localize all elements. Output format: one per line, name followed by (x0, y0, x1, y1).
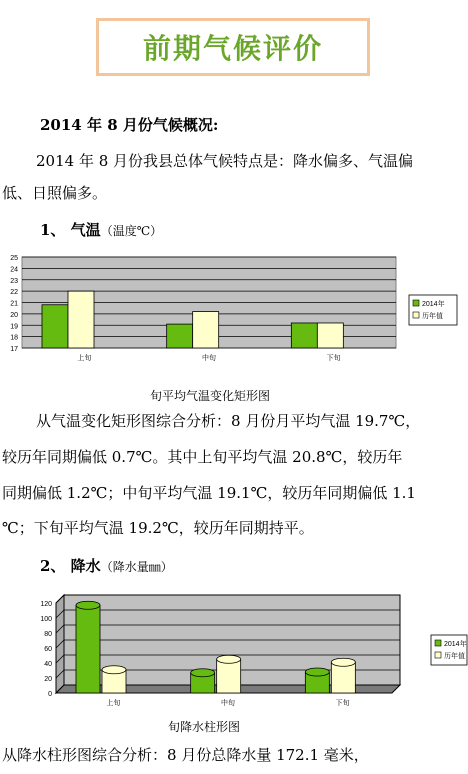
y-tick-label: 80 (44, 631, 52, 638)
y-tick-label: 120 (40, 601, 52, 608)
legend-swatch (413, 300, 419, 306)
legend-label: 历年值 (422, 313, 443, 320)
x-tick-label: 中旬 (221, 700, 235, 707)
bar-历年值-中旬 (193, 312, 219, 348)
y-tick-label: 20 (10, 311, 18, 319)
y-tick-label: 60 (44, 646, 52, 653)
bar-top (331, 658, 355, 666)
bar-2014年-上旬 (42, 305, 68, 348)
legend-label: 历年值 (444, 653, 465, 660)
section-1-unit: （温度℃） (100, 224, 163, 238)
bar-历年值-下旬 (331, 662, 355, 693)
section-2-unit: （降水量㎜） (100, 560, 173, 574)
legend-label: 2014年 (444, 641, 467, 648)
bar-2014年-中旬 (167, 324, 193, 348)
chart-2-caption: 旬降水柱形图 (168, 720, 241, 734)
analysis-2-line-1: 从降水柱形图综合分析：8 月份总降水量 172.1 毫米， (2, 746, 369, 764)
title-box (96, 18, 370, 76)
legend-swatch (435, 652, 441, 658)
legend-swatch (413, 312, 419, 318)
bar-top (102, 666, 126, 674)
y-tick-label: 17 (10, 346, 18, 353)
chart-1-caption: 旬平均气温变化矩形图 (150, 389, 271, 403)
section-1-heading (40, 219, 162, 240)
y-tick-label: 23 (10, 277, 18, 285)
legend (431, 635, 467, 665)
x-tick-label: 上旬 (106, 700, 121, 707)
bar-top (191, 669, 215, 677)
section-1-title: 气温 (70, 221, 101, 239)
analysis-1-line-3: 同期偏低 1.2℃；中旬平均气温 19.1℃，较历年同期偏低 1.1 (2, 484, 416, 502)
overview-line-2: 低、日照偏多。 (2, 184, 108, 202)
analysis-1-line-2: 较历年同期偏低 0.7℃。其中上旬平均气温 20.8℃，较历年 (2, 448, 403, 466)
y-tick-label: 22 (10, 289, 18, 297)
section-2-number: 2、 (40, 557, 66, 575)
y-tick-label: 18 (10, 334, 18, 342)
bar-2014年-上旬 (76, 605, 100, 693)
overview-heading: 2014 年 8 月份气候概况: (40, 116, 219, 134)
y-tick-label: 21 (10, 300, 18, 308)
section-2-heading (40, 555, 173, 576)
legend-label: 2014年 (422, 301, 445, 308)
y-tick-label: 100 (40, 616, 52, 623)
legend (409, 295, 457, 325)
analysis-1-line-1: 从气温变化矩形图综合分析：8 月份月平均气温 19.7℃， (36, 412, 421, 430)
bar-历年值-上旬 (68, 291, 94, 348)
bar-top (217, 655, 241, 663)
y-tick-label: 25 (10, 255, 18, 262)
page-title: 前期气候评价 (142, 32, 323, 65)
x-tick-label: 下旬 (335, 700, 350, 707)
bar-top (76, 601, 100, 609)
section-2-title: 降水 (70, 557, 101, 575)
y-tick-label: 40 (44, 661, 52, 668)
analysis-1-line-4: ℃；下旬平均气温 19.2℃，较历年同期持平。 (2, 519, 314, 537)
bar-top (305, 668, 329, 676)
bar-历年值-中旬 (217, 659, 241, 693)
y-tick-label: 0 (48, 691, 52, 698)
bar-历年值-下旬 (317, 323, 343, 348)
legend-swatch (435, 640, 441, 646)
x-tick-label: 下旬 (326, 355, 341, 362)
y-tick-label: 19 (10, 323, 18, 331)
precipitation-chart (0, 590, 468, 715)
x-tick-label: 中旬 (202, 355, 216, 362)
bar-2014年-下旬 (291, 323, 317, 348)
temperature-chart (0, 246, 468, 376)
overview-line-1: 2014 年 8 月份我县总体气候特点是：降水偏多、气温偏 (36, 152, 414, 170)
y-tick-label: 20 (44, 676, 52, 683)
y-tick-label: 24 (10, 266, 18, 274)
section-1-number: 1、 (40, 221, 66, 239)
x-tick-label: 上旬 (77, 355, 92, 362)
